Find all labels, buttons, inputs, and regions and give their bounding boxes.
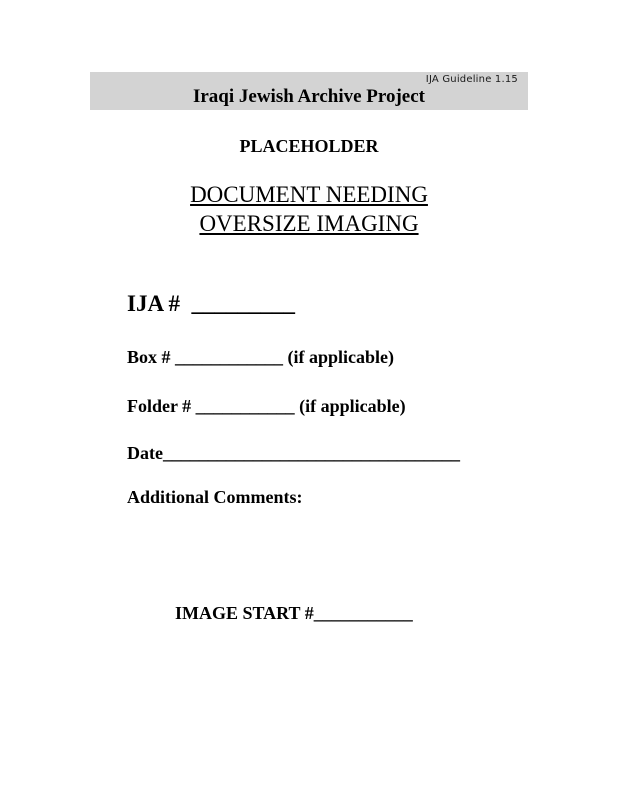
date-field: Date_________________________________ bbox=[127, 443, 460, 463]
document-title bbox=[0, 180, 618, 238]
box-number-field: Box # ____________ (if applicable) bbox=[127, 347, 395, 367]
placeholder-label: PLACEHOLDER bbox=[239, 136, 379, 156]
document-title-line-1: DOCUMENT NEEDING bbox=[190, 182, 428, 207]
project-title: Iraqi Jewish Archive Project bbox=[192, 86, 425, 107]
additional-comments-label: Additional Comments: bbox=[127, 487, 303, 507]
document-title-line-2: OVERSIZE IMAGING bbox=[199, 211, 419, 236]
guideline-label: IJA Guideline 1.15 bbox=[425, 74, 518, 85]
folder-number-field: Folder # ___________ (if applicable) bbox=[127, 396, 406, 416]
image-start-field: IMAGE START #___________ bbox=[175, 603, 413, 623]
header-band bbox=[90, 72, 528, 110]
ija-number-field: IJA # _________ bbox=[127, 291, 296, 316]
